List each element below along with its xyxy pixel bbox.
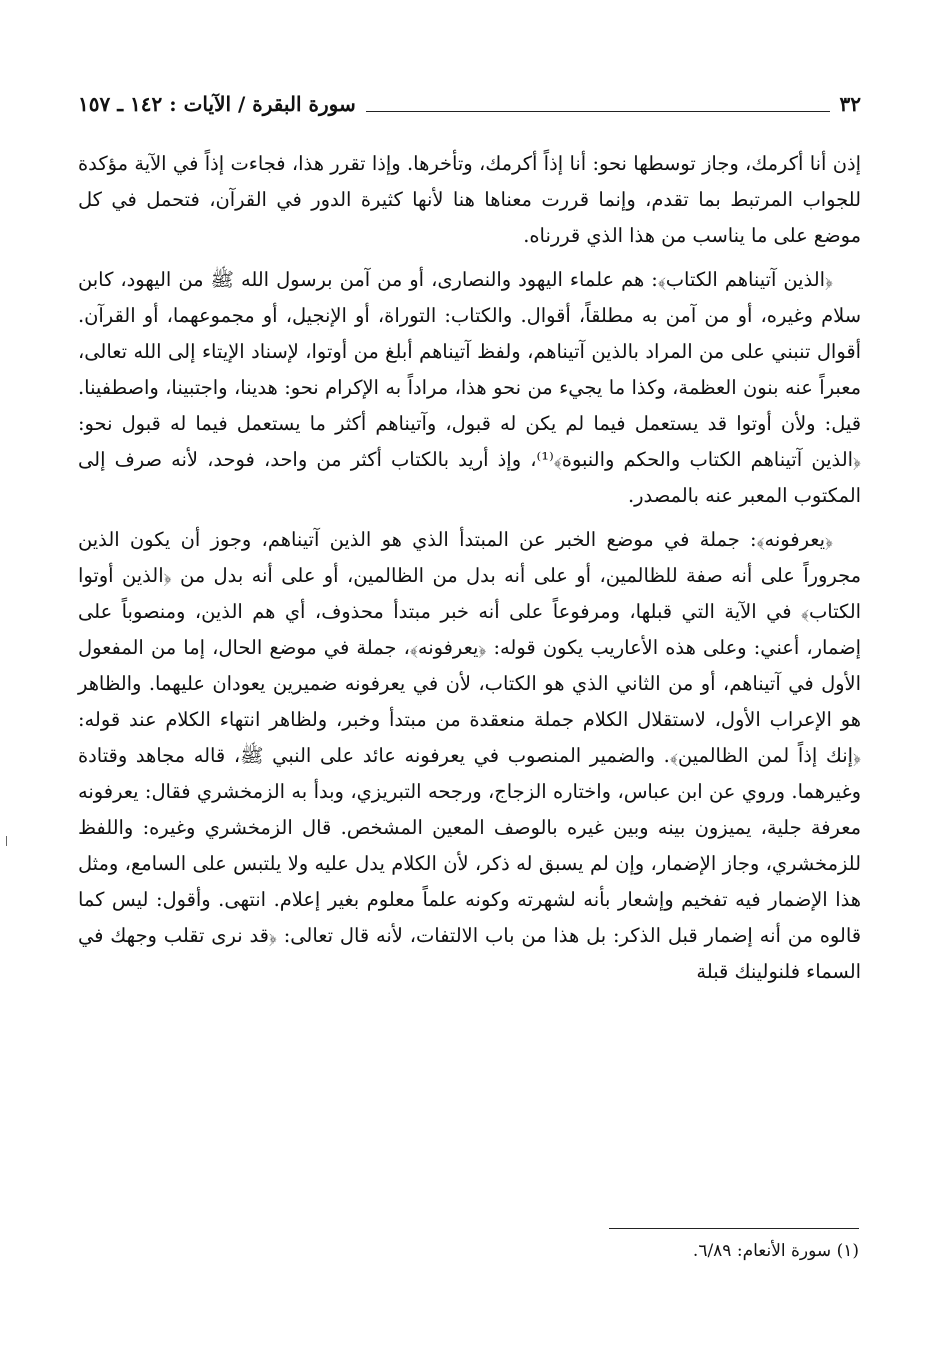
paragraph-alladhina-ataynahum: ﴿الذين آتيناهم الكتاب﴾: هم علماء اليهود والنصارى، أو من آمن برسول الله ﷺ من اليهود، كابن سلام وغيره، أو من آمن به مطلقاً، أقوال. والكتاب: التوراة، أو الإنجيل، أو مجموعهما، أو القرآن. أقوال تنبني على من المراد بالذين آتيناهم، ولفظ آتيناهم أبلغ من أوتوا، لإسناد الإيتاء إلى الله تعالى، معبراً عنه بنون العظمة، وكذا ما يجيء من نحو هذا، مراداً به الإكرام نحو: هدينا، واجتبينا، واصطفينا. قيل: ولأن أوتوا قد يستعمل فيما لم يكن له قبول، وآتيناهم أكثر ما يستعمل فيما له قبول نحو: ﴿الذين آتيناهم الكتاب والحكم والنبوة﴾⁽¹⁾، وإذ أريد بالكتاب أكثر من واحد، فوحد، لأنه صرف إلى المكتوب المعبر عنه بالمصدر.: [78, 268, 861, 507]
header-rule: [366, 97, 830, 112]
margin-mark: [6, 836, 11, 846]
page-header: [78, 84, 861, 124]
paragraph-intro: إذن أنا أكرمك، وجاز توسطها نحو: أنا إذاً أكرمك، وتأخرها. وإذا تقرر هذا، فجاءت إذاً في الآية مؤكدة للجواب المرتبط بما تقدم، وإنما قررت معناها هنا لأنها كثيرة الدور في القرآن، فتحمل في كل موضع على ما يناسب من هذا الذي قررناه.: [78, 152, 861, 247]
paragraph-yarifunahu: ﴿يعرفونه﴾: جملة في موضع الخبر عن المبتدأ الذي هو الذين آتيناهم، وجوز أن يكون الذين مجروراً على أنه صفة للظالمين، أو على أنه بدل من الظالمين، أو على أنه بدل من ﴿الذين أوتوا الكتاب﴾ في الآية التي قبلها، ومرفوعاً على أنه خبر مبتدأ محذوف، أي هم الذين، ومنصوباً على إضمار، أعني: وعلى هذه الأعاريب يكون قوله: ﴿يعرفونه﴾، جملة في موضع الحال، إما من المفعول الأول في آتيناهم، أو من الثاني الذي هو الكتاب، لأن في يعرفونه ضميرين يعودان عليهما. والظاهر هو الإعراب الأول، لاستقلال الكلام جملة منعقدة من مبتدأ وخبر، ولظاهر انتهاء الكلام عند قوله: ﴿إنك إذاً لمن الظالمين﴾. والضمير المنصوب في يعرفونه عائد على النبي ﷺ، قاله مجاهد وقتادة وغيرهما. وروي عن ابن عباس، واختاره الزجاج، ورجحه التبريزي، وبدأ به الزمخشري فقال: يعرفونه معرفة جلية، يميزون بينه وبين غيره بالوصف المعين المشخص. قال الزمخشري وغيره: واللفظ للزمخشري، وجاز الإضمار، وإن لم يسبق له ذكر، لأن الكلام يدل عليه ولا يلتبس على السامع، ومثل هذا الإضمار فيه تفخيم وإشعار بأنه لشهرته وكونه علماً معلوم بغير إعلام. انتهى. وأقول: ليس كما قالوه من أنه إضمار قبل الذكر: بل هذا من باب الالتفات، لأنه قال تعالى: ﴿قد نرى تقلب وجهك في السماء فلنولينك قبلة: [78, 528, 861, 983]
running-title: سورة البقرة / الآيات : ١٤٢ ـ ١٥٧: [78, 92, 356, 116]
footnote-separator: [609, 1228, 859, 1229]
footnote: (١) سورة الأنعام: ٦/٨٩.: [692, 1241, 859, 1261]
body-text: [78, 146, 861, 990]
page-number: ٣٢: [839, 92, 861, 116]
